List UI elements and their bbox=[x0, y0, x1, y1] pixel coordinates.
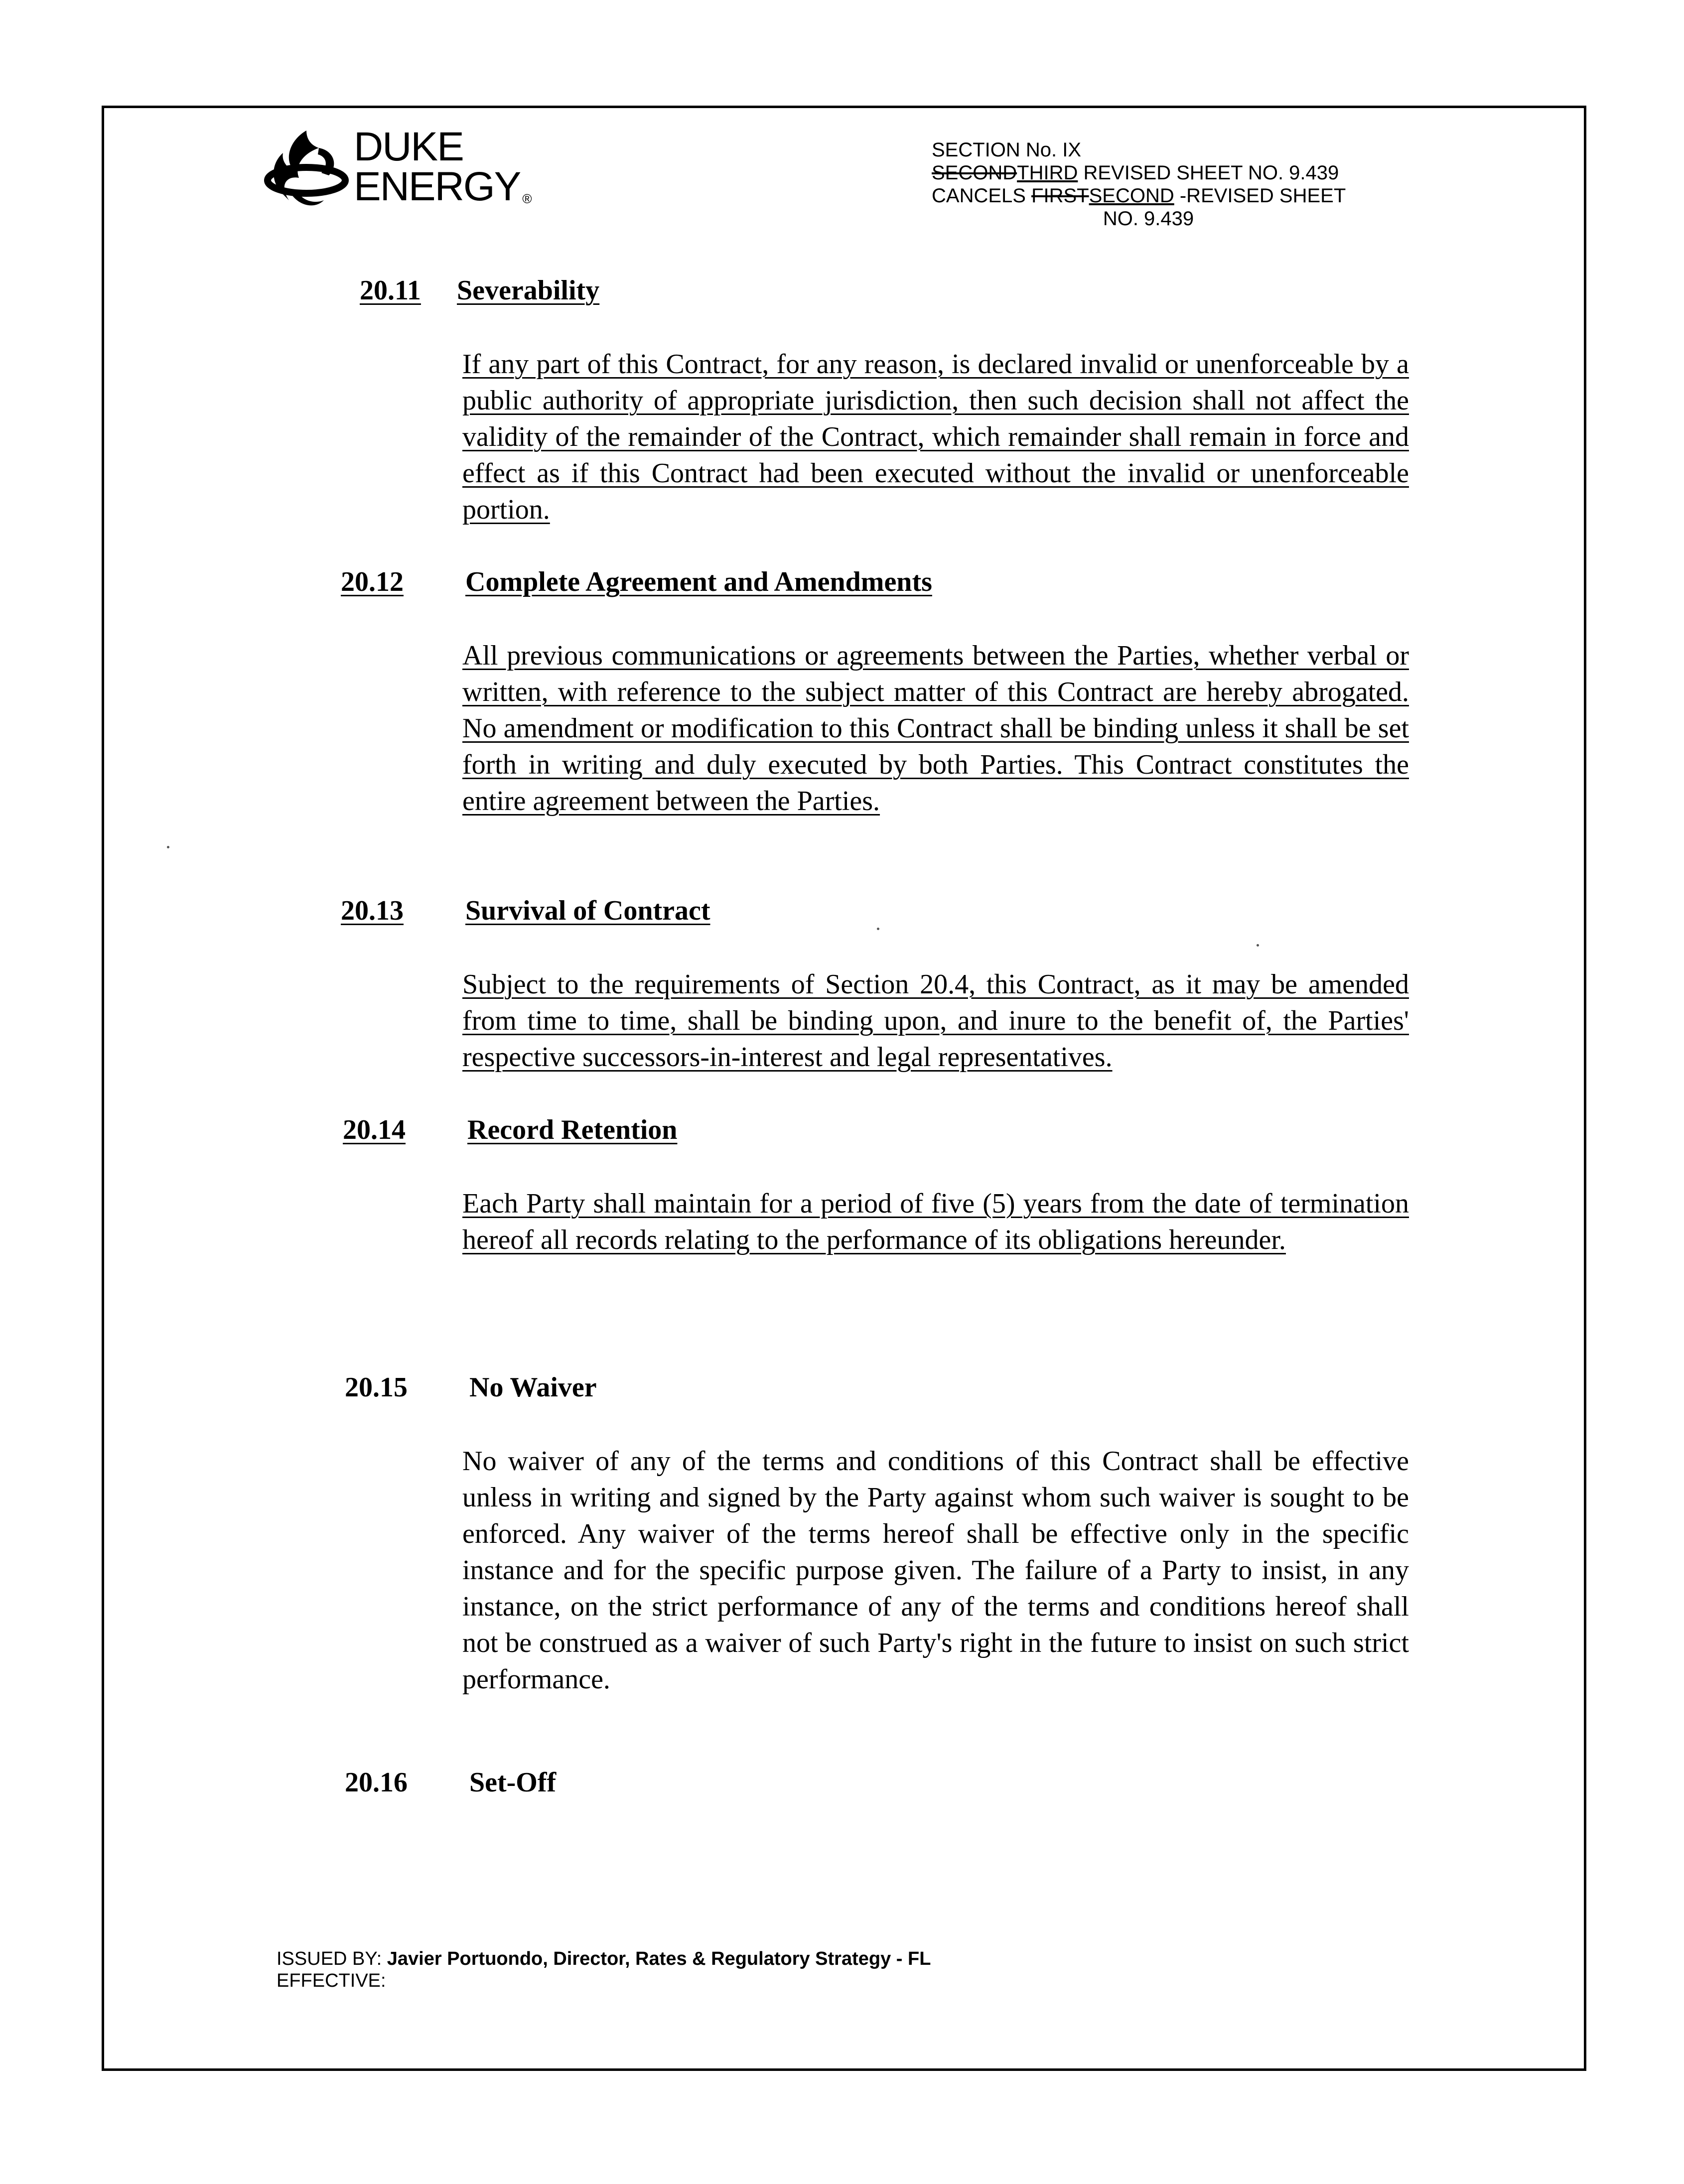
struck-text: SECOND bbox=[932, 162, 1017, 184]
effective-line: EFFECTIVE: bbox=[277, 1970, 386, 1991]
section-body: Each Party shall maintain for a period of five (5) years from the date of termination hereof all records relating to the performance of its obligations hereunder. bbox=[462, 1188, 1409, 1255]
section-body: Subject to the requirements of Section 20.4, this Contract, as it may be amended from time to time, shall be binding upon, and inure to the benefit of, the Parties' respective successors-in-interest and legal representatives. bbox=[462, 969, 1409, 1073]
registered-mark: ® bbox=[522, 191, 531, 206]
scan-speck bbox=[877, 928, 879, 930]
section-number: 20.13 bbox=[341, 895, 404, 926]
section-number: 20.11 bbox=[360, 275, 421, 306]
issued-by-value: Javier Portuondo, Director, Rates & Regulatory Strategy - FL bbox=[387, 1948, 931, 1969]
section-heading bbox=[360, 274, 599, 307]
section-heading bbox=[341, 565, 932, 598]
sheet-header bbox=[932, 138, 1380, 230]
page-footer bbox=[277, 1948, 931, 1992]
flame-globe-icon bbox=[259, 126, 349, 215]
struck-text: FIRST bbox=[1031, 185, 1089, 207]
section-number: 20.14 bbox=[343, 1114, 406, 1145]
section-title: Severability bbox=[457, 275, 600, 306]
cancels-rest: -REVISED SHEET bbox=[1174, 185, 1346, 207]
section-body: No waiver of any of the terms and conditions of this Contract shall be effective unless in writing and signed by the Party against whom such waiver is sought to be enforced. Any waiver of the terms hereof shall be effective only in the specific instance and for the specific purpose given. The failure of a Party to insist, in any instance, on the strict performance of any of the terms and conditions hereof shall not be construed as a waiver of such Party's right in the future to insist on such strict performance. bbox=[462, 1446, 1409, 1695]
section-body: If any part of this Contract, for any reason, is declared invalid or unenforceable by a public authority of appropriate jurisdiction, then such decision shall not affect the validity of the remainder of the Contract, which remainder shall remain in force and effect as if this Contract had been executed without the invalid or unenforceable portion. bbox=[462, 349, 1409, 525]
cancels-line bbox=[932, 184, 1380, 207]
section-heading bbox=[341, 894, 710, 927]
section-heading bbox=[343, 1113, 677, 1146]
section-number: 20.16 bbox=[345, 1767, 408, 1798]
section-number: 20.15 bbox=[345, 1372, 408, 1403]
cancels-prefix: CANCELS bbox=[932, 185, 1032, 207]
section-title: Set-Off bbox=[469, 1767, 557, 1798]
revised-sheet-line bbox=[932, 161, 1380, 184]
logo-word-energy bbox=[354, 166, 531, 219]
section-title: Survival of Contract bbox=[465, 895, 710, 926]
section-heading bbox=[345, 1766, 556, 1799]
inserted-text: SECOND bbox=[1089, 185, 1174, 207]
section-number: SECTION No. IX bbox=[932, 139, 1082, 161]
section-title: Record Retention bbox=[467, 1114, 678, 1145]
logo-energy-text: ENERGY bbox=[354, 164, 521, 209]
revised-sheet-rest: REVISED SHEET NO. 9.439 bbox=[1078, 162, 1339, 184]
section-title: Complete Agreement and Amendments bbox=[465, 566, 932, 597]
section-title: No Waiver bbox=[469, 1372, 597, 1403]
sheet-number: NO. 9.439 bbox=[1103, 208, 1194, 230]
issued-by-label: ISSUED BY: bbox=[277, 1948, 387, 1969]
scan-speck bbox=[167, 846, 169, 848]
section-body: All previous communications or agreements between the Parties, whether verbal or written, with reference to the subject matter of this Contract are hereby abrogated. No amendment or modification to this Contract shall be binding unless it shall be set forth in writing and duly executed by both Parties. This Contract constitutes the entire agreement between the Parties. bbox=[462, 640, 1409, 817]
scan-speck bbox=[1257, 944, 1259, 947]
section-number: 20.12 bbox=[341, 566, 404, 597]
issued-by-line bbox=[277, 1948, 931, 1970]
section-heading bbox=[345, 1371, 597, 1404]
inserted-text: THIRD bbox=[1017, 162, 1078, 184]
logo-word-duke: DUKE bbox=[354, 124, 463, 169]
duke-energy-logo bbox=[259, 126, 538, 220]
